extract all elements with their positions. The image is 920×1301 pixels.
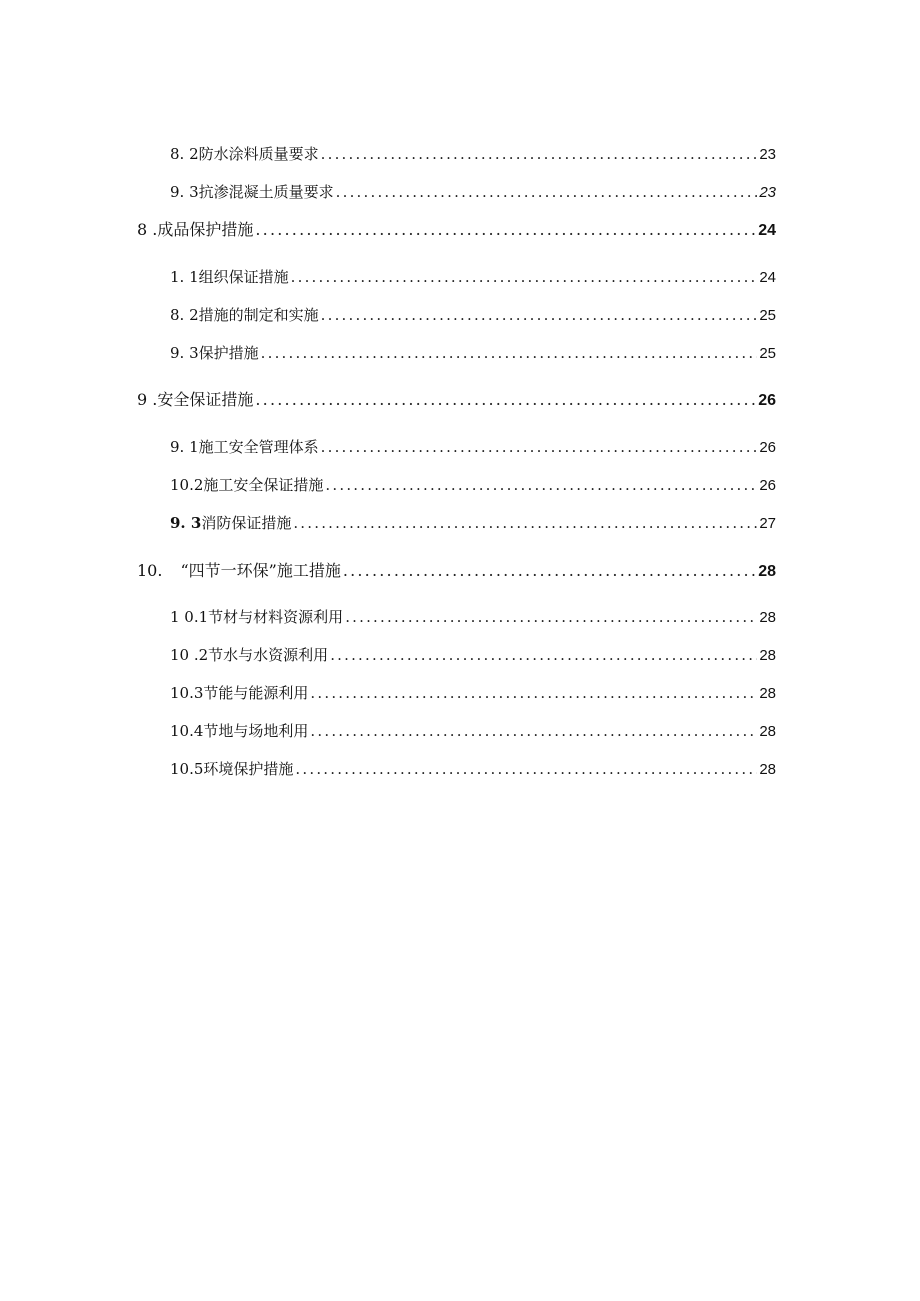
toc-entry-title: 抗渗混凝土质量要求 [198,183,334,201]
toc-entry-title: 节材与材料资源利用 [208,608,344,626]
toc-section-title: “四节一环保”施工措施 [180,561,341,580]
toc-entry-page: 28 [759,609,776,626]
toc-entry-title: 措施的制定和实施 [198,306,319,324]
toc-leader-dots [321,435,758,459]
toc-entry-10-2-water-saving[interactable] [170,643,776,667]
toc-entry-number: 10.3 [170,684,204,702]
toc-entry-number: 10.2 [170,476,204,494]
toc-entry-10-1-material-saving[interactable] [170,605,776,629]
toc-entry-title: 施工安全保证措施 [203,476,324,494]
toc-section-page: 24 [758,222,776,239]
toc-section-number: 8 . [137,220,158,239]
toc-leader-dots [336,180,758,204]
toc-leader-dots [295,757,757,781]
toc-leader-dots [255,218,756,242]
toc-entry-9-3-fire-protection[interactable] [170,511,776,535]
toc-entry-title: 节地与场地利用 [203,722,309,740]
toc-leader-dots [291,265,758,289]
toc-section-number: 9 . [137,390,158,409]
toc-leader-dots [310,719,757,743]
toc-entry-number: 1. 1 [170,268,199,286]
toc-entry-title: 组织保证措施 [198,268,289,286]
toc-entry-number: 8. 2 [170,306,199,324]
toc-leader-dots [345,605,757,629]
toc-entry-8-2-waterproof-coating[interactable] [170,142,776,166]
toc-entry-number: 8. 2 [170,145,199,163]
toc-section-10-green-construction[interactable] [137,559,776,583]
toc-leader-dots [310,681,757,705]
toc-entry-page: 28 [759,761,776,778]
toc-entry-10-5-environment-protection[interactable] [170,757,776,781]
toc-entry-number: 10 .2 [170,646,209,664]
toc-leader-dots [255,388,756,412]
toc-entry-title: 节水与水资源利用 [208,646,329,664]
toc-entry-page: 23 [759,146,776,163]
toc-entry-page: 28 [759,723,776,740]
toc-entry-title: 防水涂料质量要求 [198,145,319,163]
toc-section-title: 成品保护措施 [157,220,254,239]
toc-entry-page: 28 [759,647,776,664]
toc-leader-dots [325,473,757,497]
toc-section-9-safety[interactable] [137,388,776,412]
toc-leader-dots [293,511,757,535]
toc-entry-1-1-organization[interactable] [170,265,776,289]
toc-entry-number: 9. 3 [170,514,202,532]
toc-leader-dots [321,142,758,166]
toc-section-page: 26 [758,392,776,409]
toc-entry-page: 24 [759,269,776,286]
toc-leader-dots [321,303,758,327]
toc-entry-number: 10.4 [170,722,204,740]
toc-entry-title: 施工安全管理体系 [198,438,319,456]
toc-entry-9-1-safety-system[interactable] [170,435,776,459]
toc-entry-number: 10.5 [170,760,204,778]
toc-entry-page: 25 [759,345,776,362]
toc-leader-dots [330,643,757,667]
toc-entry-10-2-safety-measures[interactable] [170,473,776,497]
toc-entry-10-4-land-saving[interactable] [170,719,776,743]
toc-entry-title: 节能与能源利用 [203,684,309,702]
toc-entry-title: 环境保护措施 [203,760,294,778]
toc-entry-number: 9. 3 [170,183,199,201]
toc-entry-10-3-energy-saving[interactable] [170,681,776,705]
toc-section-number: 10. [137,561,163,580]
toc-leader-dots [261,341,758,365]
toc-entry-page: 26 [759,439,776,456]
toc-entry-8-2-measures-formulation[interactable] [170,303,776,327]
toc-entry-title: 消防保证措施 [201,514,292,532]
toc-entry-number: 9. 3 [170,344,199,362]
toc-entry-page: 28 [759,685,776,702]
toc-entry-page: 27 [759,515,776,532]
toc-entry-number: 9. 1 [170,438,199,456]
toc-entry-number: 1 0.1 [170,608,209,626]
toc-entry-page: 26 [759,477,776,494]
toc-entry-page: 25 [759,307,776,324]
toc-section-page: 28 [758,563,776,580]
toc-section-8-product-protection[interactable] [137,218,776,242]
toc-entry-page: 23 [759,184,776,201]
toc-leader-dots [343,559,756,583]
toc-entry-9-3-impermeable-concrete[interactable] [170,180,776,204]
toc-entry-title: 保护措施 [198,344,259,362]
toc-entry-9-3-protection-measures[interactable] [170,341,776,365]
toc-section-title: 安全保证措施 [157,390,254,409]
